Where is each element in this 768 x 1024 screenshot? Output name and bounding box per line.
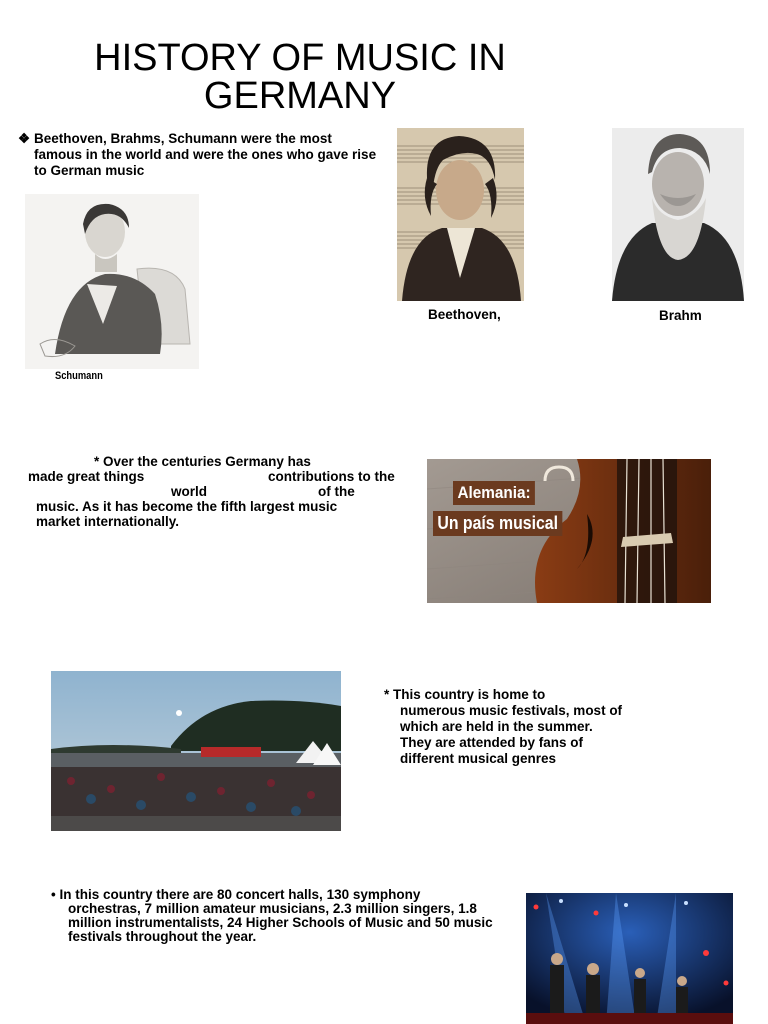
halls-text-rest: orchestras, 7 million amateur musicians, 2.3 million singers, 1.8 million instrumentalists, 24 Higher Schools of Music and 50 music festivals throughout the year. <box>68 901 493 944</box>
beethoven-caption: Beethoven, <box>428 307 501 322</box>
brahms-portrait <box>612 128 744 301</box>
festivals-text-rest: numerous music festivals, most of which are held in the summer. They are attended by fans of different musical genres <box>400 703 623 766</box>
composers-intro <box>18 131 378 179</box>
halls-line-first: • In this country there are 80 concert halls, 130 symphony <box>51 887 421 902</box>
alemania-violin-image <box>427 459 711 603</box>
brahms-caption: Brahm <box>659 308 702 323</box>
alemania-badge-line-2: Un país musical <box>437 513 559 533</box>
centuries-line-5: market internationally. <box>36 514 180 529</box>
pais-musical-badge <box>433 511 562 536</box>
festival-crowd-image <box>51 671 341 831</box>
schumann-portrait <box>25 194 199 369</box>
centuries-line-3b: of the <box>318 484 355 499</box>
centuries-line-4: music. As it has become the fifth largest music <box>36 499 338 514</box>
composers-intro-text: Beethoven, Brahms, Schumann were the most famous in the world and were the ones who gave rise to German music <box>34 131 377 178</box>
centuries-line-2a: made great things <box>28 469 145 484</box>
festivals-line-first: * This country is home to <box>384 687 546 702</box>
page-title: HISTORY OF MUSIC IN GERMANY <box>94 37 506 118</box>
centuries-line-2b: contributions to the <box>268 469 395 484</box>
diamond-bullet-icon: ❖ <box>18 131 31 146</box>
centuries-line-1: * Over the centuries Germany has <box>94 454 311 469</box>
concert-halls-paragraph <box>51 888 511 944</box>
centuries-line-3a: world <box>171 484 207 499</box>
festivals-paragraph <box>384 687 624 767</box>
beethoven-portrait <box>397 128 524 301</box>
schumann-caption: Schumann <box>55 370 103 382</box>
centuries-paragraph <box>22 454 422 529</box>
alemania-badge-line-1: Alemania: <box>457 483 531 502</box>
concert-stage-image <box>526 893 733 1024</box>
alemania-badge <box>453 481 535 505</box>
